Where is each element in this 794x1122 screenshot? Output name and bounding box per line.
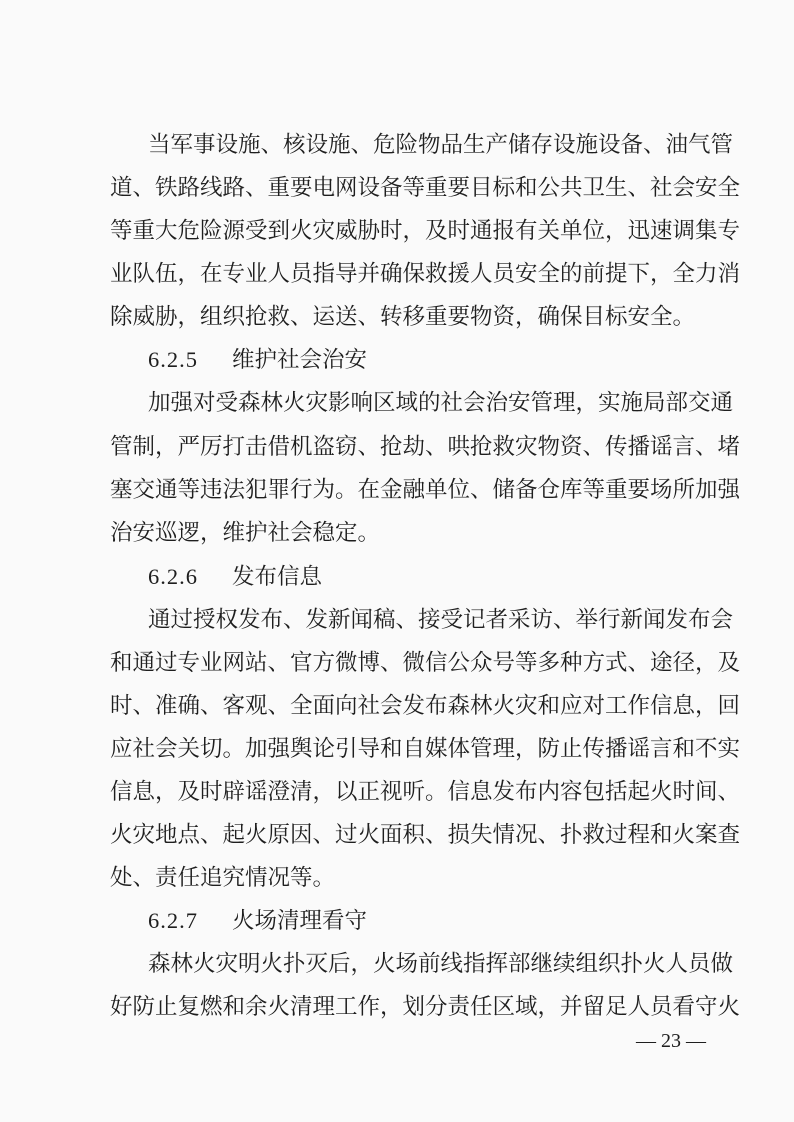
paragraph-line: 好防止复燃和余火清理工作，划分责任区域，并留足人员看守火	[110, 994, 741, 1020]
page-number: — 23 —	[636, 1030, 706, 1052]
section-heading-6-2-5	[148, 345, 367, 375]
section-title: 发布信息	[232, 564, 323, 590]
paragraph-line: 塞交通等违法犯罪行为。在金融单位、储备仓库等重要场所加强	[110, 477, 741, 503]
paragraph-line: 火灾地点、起火原因、过火面积、损失情况、扑救过程和火案查	[110, 822, 741, 848]
paragraph-line: 管制，严厉打击借机盗窃、抢劫、哄抢救灾物资、传播谣言、堵	[110, 434, 741, 460]
section-number: 6.2.6	[148, 564, 198, 589]
paragraph-line: 治安巡逻，维护社会稳定。	[110, 520, 381, 546]
paragraph-line: 通过授权发布、发新闻稿、接受记者采访、举行新闻发布会	[148, 607, 734, 633]
paragraph-line: 加强对受森林火灾影响区域的社会治安管理，实施局部交通	[148, 390, 734, 416]
section-heading-6-2-6	[148, 562, 322, 592]
paragraph-line: 时、准确、客观、全面向社会发布森林火灾和应对工作信息，回	[110, 693, 741, 719]
paragraph-line: 当军事设施、核设施、危险物品生产储存设施设备、油气管	[148, 132, 734, 158]
paragraph-line: 和通过专业网站、官方微博、微信公众号等多种方式、途径，及	[110, 650, 741, 676]
paragraph-line: 等重大危险源受到火灾威胁时，及时通报有关单位，迅速调集专	[110, 218, 741, 244]
section-heading-6-2-7	[148, 906, 367, 936]
paragraph-line: 业队伍，在专业人员指导并确保救援人员安全的前提下，全力消	[110, 261, 741, 287]
section-number: 6.2.5	[148, 347, 198, 372]
paragraph-line: 道、铁路线路、重要电网设备等重要目标和公共卫生、社会安全	[110, 175, 741, 201]
paragraph-line: 应社会关切。加强舆论引导和自媒体管理，防止传播谣言和不实	[110, 736, 741, 762]
paragraph-line: 除威胁，组织抢救、运送、转移重要物资，确保目标安全。	[110, 304, 696, 330]
section-number: 6.2.7	[148, 908, 198, 933]
paragraph-line: 森林火灾明火扑灭后，火场前线指挥部继续组织扑火人员做	[148, 951, 734, 977]
paragraph-line: 处、责任追究情况等。	[110, 865, 336, 891]
section-title: 维护社会治安	[232, 347, 368, 373]
section-title: 火场清理看守	[232, 908, 368, 934]
paragraph-line: 信息，及时辟谣澄清，以正视听。信息发布内容包括起火时间、	[110, 779, 741, 805]
